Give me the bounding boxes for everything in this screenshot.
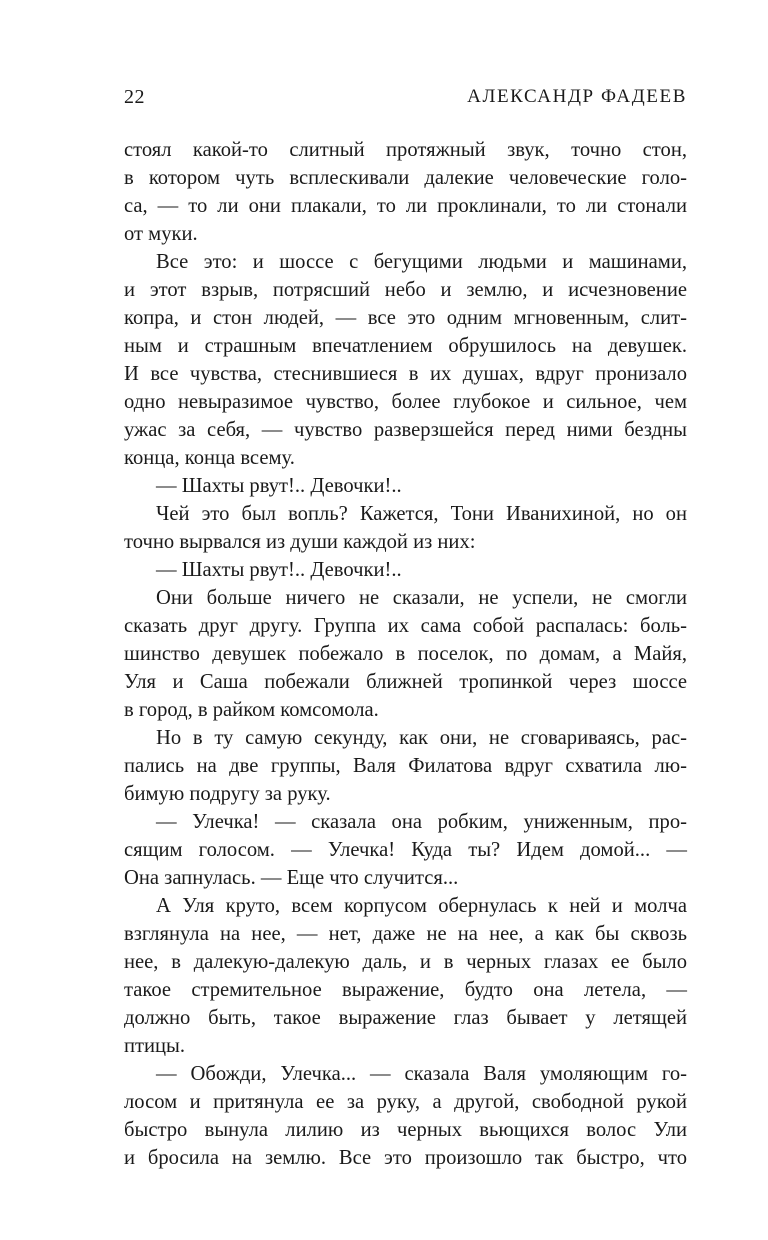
- text-line: в котором чуть всплескивали далекие человеческие голо-: [124, 167, 687, 189]
- text-line: — Обожди, Улечка... — сказала Валя умоляющим го-: [156, 1063, 687, 1085]
- text-line: А Уля круто, всем корпусом обернулась к ней и молча: [156, 895, 687, 917]
- text-line: такое стремительное выражение, будто она летела, —: [124, 979, 687, 1001]
- text-line: и этот взрыв, потрясший небо и землю, и исчезновение: [124, 279, 687, 301]
- text-line: Чей это был вопль? Кажется, Тони Иванихиной, но он: [156, 503, 687, 525]
- paragraph: [124, 500, 687, 556]
- text-line: точно вырвался из души каждой из них:: [124, 531, 476, 553]
- text-line: — Улечка! — сказала она робким, униженным, про-: [156, 811, 687, 833]
- text-line: сказать друг другу. Группа их сама собой распалась: боль-: [124, 615, 687, 637]
- paragraph: [124, 248, 687, 472]
- text-line: пались на две группы, Валя Филатова вдруг схватила лю-: [124, 755, 687, 777]
- paragraph: [124, 892, 687, 1060]
- page-number: 22: [124, 86, 145, 108]
- text-line: быстро вынула лилию из черных вьющихся волос Ули: [124, 1119, 687, 1141]
- text-line: нее, в далекую-далекую даль, и в черных глазах ее было: [124, 951, 687, 973]
- text-line: копра, и стон людей, — все это одним мгновенным, слит-: [124, 307, 687, 329]
- text-line: от муки.: [124, 223, 198, 245]
- text-line: — Шахты рвут!.. Девочки!..: [156, 475, 402, 497]
- paragraph: [124, 724, 687, 808]
- paragraph: [124, 584, 687, 724]
- text-line: ным и страшным впечатлением обрушилось на девушек.: [124, 335, 687, 357]
- text-line: Уля и Саша побежали ближней тропинкой через шоссе: [124, 671, 687, 693]
- text-line: в город, в райком комсомола.: [124, 699, 379, 721]
- page-header: [124, 86, 687, 116]
- text-line: сящим голосом. — Улечка! Куда ты? Идем домой... —: [124, 839, 687, 861]
- text-line: Они больше ничего не сказали, не успели, не смогли: [156, 587, 687, 609]
- text-line: шинство девушек побежало в поселок, по домам, а Майя,: [124, 643, 687, 665]
- text-line: конца, конца всему.: [124, 447, 295, 469]
- body-text: [124, 136, 687, 1172]
- text-line: должно быть, такое выражение глаз бывает у летящей: [124, 1007, 687, 1029]
- text-line: ужас за себя, — чувство разверзшейся перед ними бездны: [124, 419, 687, 441]
- text-line: лосом и притянула ее за руку, а другой, свободной рукой: [124, 1091, 687, 1113]
- paragraph: [124, 472, 687, 500]
- text-line: Все это: и шоссе с бегущими людьми и машинами,: [156, 251, 687, 273]
- text-line: стоял какой-то слитный протяжный звук, точно стон,: [124, 139, 687, 161]
- text-line: взглянула на нее, — нет, даже не на нее, а как бы сквозь: [124, 923, 687, 945]
- running-head-author: АЛЕКСАНДР ФАДЕЕВ: [467, 86, 687, 107]
- text-line: одно невыразимое чувство, более глубокое и сильное, чем: [124, 391, 687, 413]
- paragraph: [124, 1060, 687, 1172]
- text-line: птицы.: [124, 1035, 186, 1057]
- text-line: бимую подругу за руку.: [124, 783, 331, 805]
- text-line: и бросила на землю. Все это произошло так быстро, что: [124, 1147, 687, 1169]
- text-line: — Шахты рвут!.. Девочки!..: [156, 559, 402, 581]
- paragraph: [124, 556, 687, 584]
- text-line: И все чувства, стеснившиеся в их душах, вдруг пронизало: [124, 363, 687, 385]
- text-line: Она запнулась. — Еще что случится...: [124, 867, 459, 889]
- paragraph: [124, 136, 687, 248]
- paragraph: [124, 808, 687, 892]
- text-line: Но в ту самую секунду, как они, не сговариваясь, рас-: [156, 727, 687, 749]
- text-line: са, — то ли они плакали, то ли проклинали, то ли стонали: [124, 195, 687, 217]
